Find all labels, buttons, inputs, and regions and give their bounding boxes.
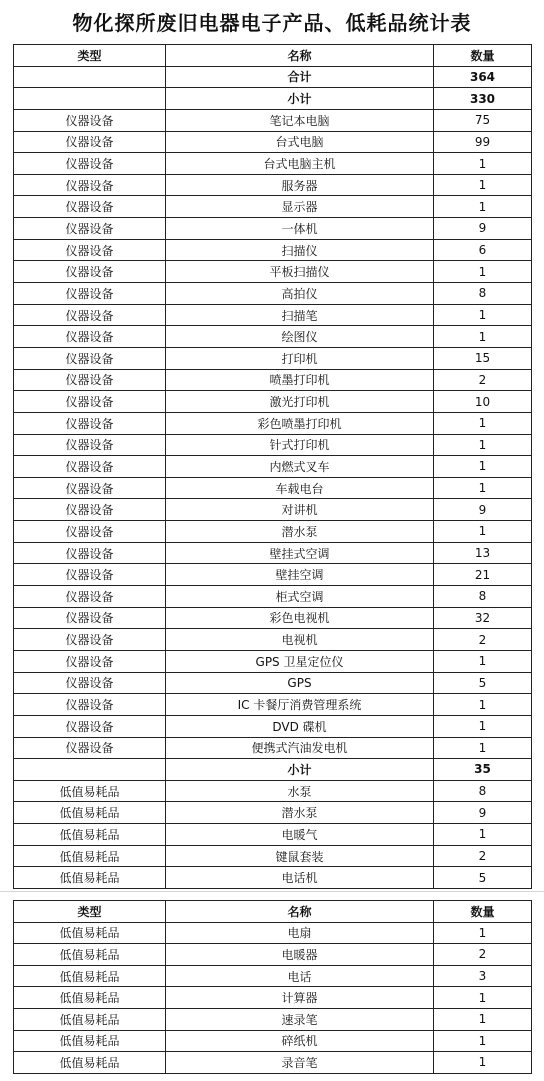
table-row [14, 456, 532, 478]
cell-type: 低值易耗品 [14, 1030, 166, 1052]
cell-type: 仪器设备 [14, 607, 166, 629]
cell-type: 仪器设备 [14, 650, 166, 672]
cell-name: 对讲机 [166, 499, 434, 521]
cell-qty: 8 [434, 283, 532, 305]
cell-qty: 1 [434, 174, 532, 196]
table-row [14, 1008, 532, 1030]
cell-qty: 2 [434, 629, 532, 651]
cell-qty: 1 [434, 715, 532, 737]
cell-type: 仪器设备 [14, 672, 166, 694]
table-row [14, 965, 532, 987]
cell-type: 低值易耗品 [14, 1008, 166, 1030]
cell-qty: 1 [434, 521, 532, 543]
cell-type: 仪器设备 [14, 196, 166, 218]
cell-name: 潜水泵 [166, 802, 434, 824]
table-row [14, 1030, 532, 1052]
cell-qty: 1 [434, 326, 532, 348]
table-row [14, 944, 532, 966]
cell-type: 仪器设备 [14, 477, 166, 499]
table-row [14, 694, 532, 716]
cell-type: 仪器设备 [14, 694, 166, 716]
cell-type: 仪器设备 [14, 456, 166, 478]
table-row [14, 174, 532, 196]
cell-qty: 1 [434, 922, 532, 944]
cell-type [14, 88, 166, 110]
table-header-row [14, 45, 532, 67]
cell-type [14, 66, 166, 88]
cell-type: 低值易耗品 [14, 802, 166, 824]
cell-type: 仪器设备 [14, 304, 166, 326]
cell-name: 平板扫描仪 [166, 261, 434, 283]
table-row [14, 586, 532, 608]
cell-qty: 32 [434, 607, 532, 629]
subtotal-row [14, 88, 532, 110]
cell-name: 电话机 [166, 867, 434, 889]
cell-qty: 1 [434, 304, 532, 326]
cell-type: 仪器设备 [14, 218, 166, 240]
cell-qty: 8 [434, 780, 532, 802]
cell-name: 电视机 [166, 629, 434, 651]
cell-type: 仪器设备 [14, 586, 166, 608]
cell-name: 绘图仪 [166, 326, 434, 348]
table-row [14, 542, 532, 564]
cell-type: 仪器设备 [14, 521, 166, 543]
cell-qty: 5 [434, 672, 532, 694]
cell-type: 仪器设备 [14, 412, 166, 434]
table-row [14, 391, 532, 413]
header-type: 类型 [14, 901, 166, 923]
cell-name: 壁挂式空调 [166, 542, 434, 564]
table-row [14, 239, 532, 261]
cell-type: 低值易耗品 [14, 867, 166, 889]
cell-qty: 1 [434, 987, 532, 1009]
page-divider [0, 891, 544, 892]
cell-name: 电暖气 [166, 824, 434, 846]
cell-name: 扫描仪 [166, 239, 434, 261]
cell-name: DVD 碟机 [166, 715, 434, 737]
cell-qty: 2 [434, 369, 532, 391]
cell-name: 针式打印机 [166, 434, 434, 456]
header-name: 名称 [166, 901, 434, 923]
cell-type: 仪器设备 [14, 542, 166, 564]
table-row [14, 412, 532, 434]
table-row [14, 347, 532, 369]
cell-name: 车载电台 [166, 477, 434, 499]
cell-type: 低值易耗品 [14, 965, 166, 987]
cell-qty: 10 [434, 391, 532, 413]
cell-name: 潜水泵 [166, 521, 434, 543]
cell-qty: 15 [434, 347, 532, 369]
cell-qty: 1 [434, 412, 532, 434]
cell-type: 仪器设备 [14, 283, 166, 305]
cell-qty: 364 [434, 66, 532, 88]
table-row [14, 629, 532, 651]
cell-name: 电暖器 [166, 944, 434, 966]
cell-name: 电话 [166, 965, 434, 987]
table-row [14, 218, 532, 240]
cell-name: 台式电脑 [166, 131, 434, 153]
table-body [14, 66, 532, 888]
table-row [14, 369, 532, 391]
cell-name: 彩色电视机 [166, 607, 434, 629]
cell-name: 喷墨打印机 [166, 369, 434, 391]
cell-name: 录音笔 [166, 1052, 434, 1074]
cell-name: IC 卡餐厅消费管理系统 [166, 694, 434, 716]
cell-qty: 13 [434, 542, 532, 564]
subtotal-row [14, 66, 532, 88]
statistics-table-continued [13, 900, 532, 1074]
header-name: 名称 [166, 45, 434, 67]
table-row [14, 650, 532, 672]
header-qty: 数量 [434, 901, 532, 923]
cell-qty: 330 [434, 88, 532, 110]
table-row [14, 715, 532, 737]
cell-qty: 6 [434, 239, 532, 261]
table-row [14, 477, 532, 499]
cell-qty: 1 [434, 650, 532, 672]
cell-name: GPS [166, 672, 434, 694]
cell-name: 便携式汽油发电机 [166, 737, 434, 759]
cell-name: 激光打印机 [166, 391, 434, 413]
cell-type: 低值易耗品 [14, 987, 166, 1009]
table-row [14, 564, 532, 586]
cell-qty: 2 [434, 845, 532, 867]
cell-type: 低值易耗品 [14, 922, 166, 944]
table-row [14, 131, 532, 153]
table-row [14, 867, 532, 889]
cell-name: 速录笔 [166, 1008, 434, 1030]
table-row [14, 1052, 532, 1074]
cell-name: 内燃式叉车 [166, 456, 434, 478]
cell-name: 台式电脑主机 [166, 153, 434, 175]
table-row [14, 326, 532, 348]
cell-name: 壁挂空调 [166, 564, 434, 586]
table-row [14, 196, 532, 218]
subtotal-row [14, 759, 532, 781]
cell-type: 仪器设备 [14, 131, 166, 153]
cell-name: 小计 [166, 759, 434, 781]
cell-type: 仪器设备 [14, 174, 166, 196]
cell-name: 计算器 [166, 987, 434, 1009]
cell-name: 键鼠套装 [166, 845, 434, 867]
cell-qty: 1 [434, 477, 532, 499]
table-row [14, 283, 532, 305]
cell-type: 仪器设备 [14, 109, 166, 131]
cell-type: 低值易耗品 [14, 780, 166, 802]
table-row [14, 521, 532, 543]
cell-type: 低值易耗品 [14, 1052, 166, 1074]
cell-name: 一体机 [166, 218, 434, 240]
statistics-table [13, 44, 532, 889]
cell-qty: 1 [434, 694, 532, 716]
cell-qty: 99 [434, 131, 532, 153]
cell-type: 低值易耗品 [14, 824, 166, 846]
table-row [14, 802, 532, 824]
cell-type: 低值易耗品 [14, 845, 166, 867]
cell-qty: 8 [434, 586, 532, 608]
table-row [14, 434, 532, 456]
cell-qty: 1 [434, 153, 532, 175]
cell-name: 水泵 [166, 780, 434, 802]
cell-type: 仪器设备 [14, 629, 166, 651]
table-row [14, 109, 532, 131]
cell-name: 服务器 [166, 174, 434, 196]
cell-name: 彩色喷墨打印机 [166, 412, 434, 434]
table-body [14, 922, 532, 1073]
table-row [14, 780, 532, 802]
cell-name: 电扇 [166, 922, 434, 944]
cell-type: 仪器设备 [14, 737, 166, 759]
cell-name: 扫描笔 [166, 304, 434, 326]
cell-type: 仪器设备 [14, 326, 166, 348]
table-header-row [14, 901, 532, 923]
table-row [14, 261, 532, 283]
cell-name: 柜式空调 [166, 586, 434, 608]
cell-qty: 1 [434, 434, 532, 456]
page-title: 物化探所废旧电器电子产品、低耗品统计表 [72, 11, 472, 35]
cell-name: 打印机 [166, 347, 434, 369]
cell-qty: 1 [434, 1008, 532, 1030]
cell-name: 小计 [166, 88, 434, 110]
cell-name: 合计 [166, 66, 434, 88]
cell-qty: 1 [434, 1030, 532, 1052]
header-qty: 数量 [434, 45, 532, 67]
cell-qty: 1 [434, 737, 532, 759]
cell-qty: 1 [434, 824, 532, 846]
cell-name: 笔记本电脑 [166, 109, 434, 131]
cell-type: 仪器设备 [14, 347, 166, 369]
table-row [14, 607, 532, 629]
cell-type: 仪器设备 [14, 434, 166, 456]
cell-qty: 5 [434, 867, 532, 889]
header-type: 类型 [14, 45, 166, 67]
cell-type: 仪器设备 [14, 564, 166, 586]
cell-name: 高拍仪 [166, 283, 434, 305]
cell-name: 碎纸机 [166, 1030, 434, 1052]
table-row [14, 987, 532, 1009]
cell-qty: 21 [434, 564, 532, 586]
cell-type: 仪器设备 [14, 715, 166, 737]
cell-type: 仪器设备 [14, 369, 166, 391]
cell-type: 仪器设备 [14, 153, 166, 175]
cell-qty: 9 [434, 802, 532, 824]
table-row [14, 922, 532, 944]
table-row [14, 824, 532, 846]
table-row [14, 499, 532, 521]
cell-type [14, 759, 166, 781]
cell-qty: 2 [434, 944, 532, 966]
cell-qty: 1 [434, 196, 532, 218]
cell-type: 低值易耗品 [14, 944, 166, 966]
cell-qty: 9 [434, 218, 532, 240]
cell-qty: 1 [434, 456, 532, 478]
table-row [14, 845, 532, 867]
table-row [14, 672, 532, 694]
cell-qty: 3 [434, 965, 532, 987]
cell-type: 仪器设备 [14, 499, 166, 521]
cell-qty: 35 [434, 759, 532, 781]
table-row [14, 737, 532, 759]
cell-qty: 1 [434, 261, 532, 283]
table-row [14, 153, 532, 175]
cell-qty: 1 [434, 1052, 532, 1074]
cell-type: 仪器设备 [14, 391, 166, 413]
cell-type: 仪器设备 [14, 261, 166, 283]
table-row [14, 304, 532, 326]
cell-type: 仪器设备 [14, 239, 166, 261]
cell-name: 显示器 [166, 196, 434, 218]
cell-qty: 75 [434, 109, 532, 131]
cell-name: GPS 卫星定位仪 [166, 650, 434, 672]
cell-qty: 9 [434, 499, 532, 521]
